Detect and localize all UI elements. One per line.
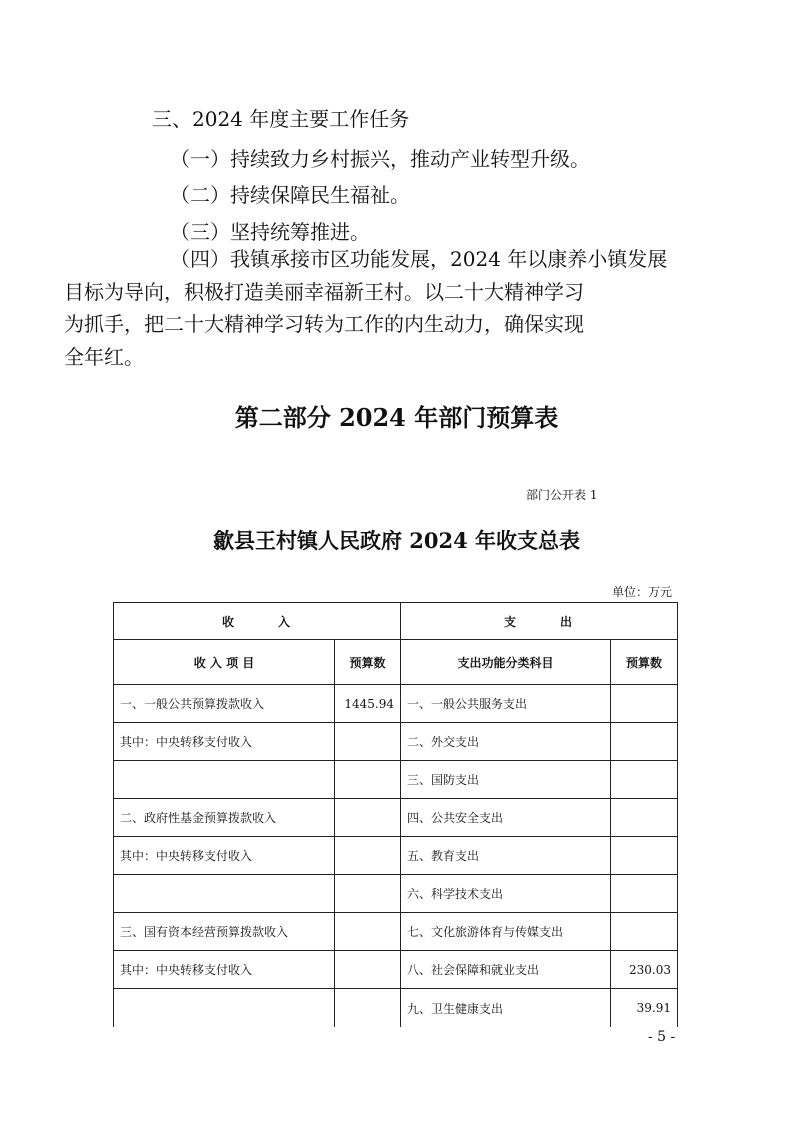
expense-item: 一、一般公共服务支出 <box>401 685 611 723</box>
task-item-4-line: （四）我镇承接市区功能发展，2024 年以康养小镇发展 <box>170 247 668 271</box>
table-row <box>114 989 678 1028</box>
expense-value <box>611 913 678 951</box>
page-number: - 5 - <box>648 1029 676 1045</box>
task-item-3: （三）坚持统筹推进。 <box>170 220 370 244</box>
table-header-row <box>114 603 678 640</box>
budget-table <box>113 602 678 1027</box>
col-expense-item: 支出功能分类科目 <box>401 640 611 685</box>
income-item: 其中：中央转移支付收入 <box>114 951 335 989</box>
income-value <box>335 951 401 989</box>
part-title: 第二部分 2024 年部门预算表 <box>234 403 559 432</box>
table-row <box>114 685 678 723</box>
expense-item: 八、社会保障和就业支出 <box>401 951 611 989</box>
col-expense-budget: 预算数 <box>611 640 678 685</box>
table-row <box>114 875 678 913</box>
expense-value <box>611 761 678 799</box>
task-item-2: （二）持续保障民生福祉。 <box>170 183 410 207</box>
income-value: 1445.94 <box>335 685 401 723</box>
income-value <box>335 761 401 799</box>
income-item <box>114 989 335 1028</box>
income-value <box>335 875 401 913</box>
income-item <box>114 761 335 799</box>
income-value <box>335 989 401 1028</box>
table-row <box>114 761 678 799</box>
task-item-4-line: 目标为导向，积极打造美丽幸福新王村。以二十大精神学习 <box>64 279 584 304</box>
expense-value <box>611 685 678 723</box>
table-row <box>114 913 678 951</box>
public-table-number: 部门公开表 1 <box>526 488 598 502</box>
task-item-4-line: 全年红。 <box>64 344 144 369</box>
income-item: 一、一般公共预算拨款收入 <box>114 685 335 723</box>
income-value <box>335 723 401 761</box>
expense-value <box>611 875 678 913</box>
expense-item: 六、科学技术支出 <box>401 875 611 913</box>
income-item: 其中：中央转移支付收入 <box>114 837 335 875</box>
table-row <box>114 799 678 837</box>
unit-label: 单位：万元 <box>612 585 673 599</box>
expense-value <box>611 837 678 875</box>
expense-item: 九、卫生健康支出 <box>401 989 611 1028</box>
expense-item: 五、教育支出 <box>401 837 611 875</box>
income-value <box>335 799 401 837</box>
expense-item: 四、公共安全支出 <box>401 799 611 837</box>
income-item: 其中：中央转移支付收入 <box>114 723 335 761</box>
expense-value <box>611 723 678 761</box>
col-income-item: 收 入 项 目 <box>114 640 335 685</box>
table-column-row <box>114 640 678 685</box>
expense-value: 230.03 <box>611 951 678 989</box>
task-item-1: （一）持续致力乡村振兴，推动产业转型升级。 <box>170 147 590 171</box>
table-row <box>114 951 678 989</box>
table-row <box>114 837 678 875</box>
expense-header: 支 出 <box>401 603 678 640</box>
table-title: 歙县王村镇人民政府 2024 年收支总表 <box>212 528 581 553</box>
income-value <box>335 913 401 951</box>
col-income-budget: 预算数 <box>335 640 401 685</box>
income-item: 二、政府性基金预算拨款收入 <box>114 799 335 837</box>
income-item <box>114 875 335 913</box>
expense-value: 39.91 <box>611 989 678 1028</box>
expense-item: 三、国防支出 <box>401 761 611 799</box>
income-value <box>335 837 401 875</box>
income-item: 三、国有资本经营预算拨款收入 <box>114 913 335 951</box>
expense-value <box>611 799 678 837</box>
income-header: 收 入 <box>114 603 401 640</box>
table-row <box>114 723 678 761</box>
task-item-4-line: 为抓手，把二十大精神学习转为工作的内生动力，确保实现 <box>64 312 584 336</box>
expense-item: 七、文化旅游体育与传媒支出 <box>401 913 611 951</box>
section-heading: 三、2024 年度主要工作任务 <box>152 107 410 131</box>
task-item-4 <box>64 243 677 373</box>
expense-item: 二、外交支出 <box>401 723 611 761</box>
